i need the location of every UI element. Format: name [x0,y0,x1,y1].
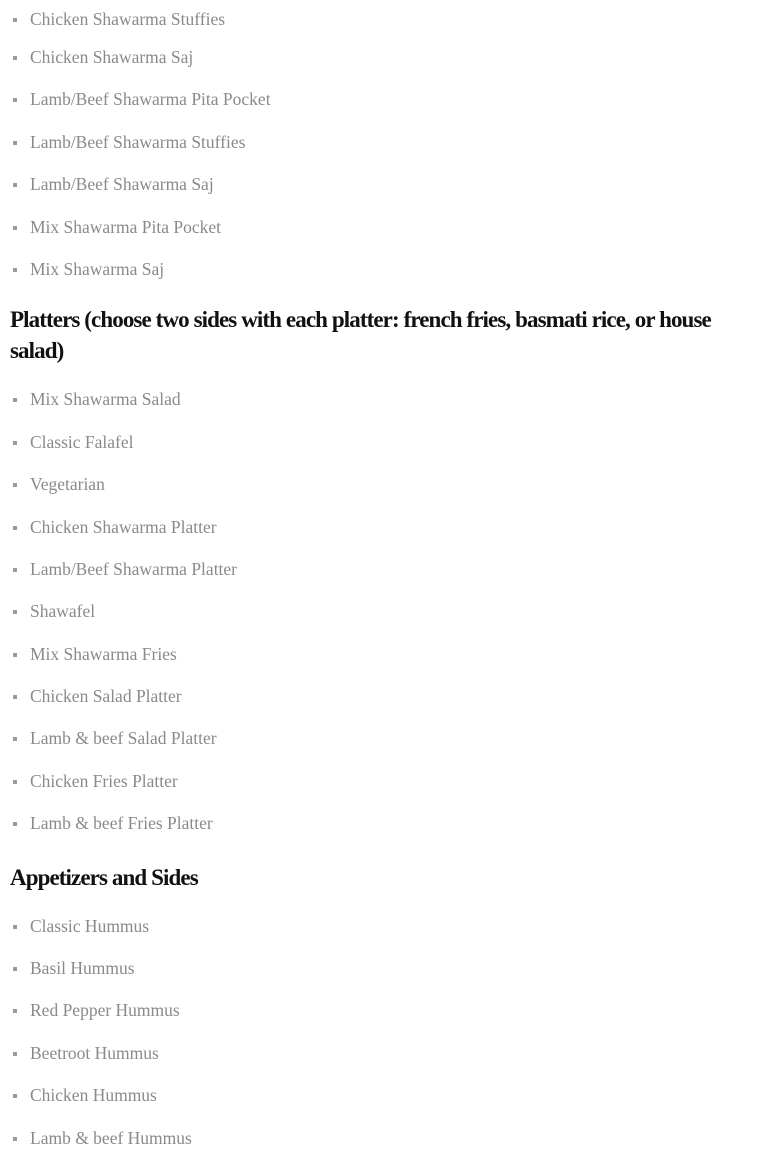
item-label: Mix Shawarma Pita Pocket [30,216,222,237]
item-label: Red Pepper Hummus [30,1000,180,1021]
square-bullet-icon [13,183,17,187]
list-item [10,0,740,28]
menu-content [10,0,740,1151]
item-label: Lamb/Beef Shawarma Saj [30,174,214,195]
item-label: Chicken Salad Platter [30,686,182,707]
item-label: Chicken Shawarma Stuffies [30,9,226,29]
list-item [10,113,740,155]
item-label: Mix Shawarma Salad [30,389,181,410]
list-item [10,981,740,1023]
item-label: Lamb/Beef Shawarma Platter [30,558,238,579]
item-label: Lamb & beef Salad Platter [30,728,217,749]
list-item [10,370,740,412]
square-bullet-icon [13,610,17,614]
square-bullet-icon [13,925,17,929]
square-bullet-icon [13,1052,17,1056]
square-bullet-icon [13,441,17,445]
platters-list [10,370,740,836]
section-heading-platters: Platters (choose two sides with each platter: french fries, basmati rice, or house salad) [10,307,711,364]
item-label: Beetroot Hummus [30,1042,159,1063]
square-bullet-icon [13,967,17,971]
square-bullet-icon [13,695,17,699]
square-bullet-icon [13,568,17,572]
item-label: Vegetarian [30,474,105,495]
list-item [10,939,740,981]
item-label: Shawafel [30,601,96,622]
square-bullet-icon [13,98,17,102]
square-bullet-icon [13,1009,17,1013]
item-label: Mix Shawarma Fries [30,643,177,664]
item-label: Chicken Shawarma Platter [30,516,217,537]
square-bullet-icon [13,526,17,530]
square-bullet-icon [13,822,17,826]
list-item [10,582,740,624]
square-bullet-icon [13,653,17,657]
list-item [10,455,740,497]
list-item [10,540,740,582]
item-label: Chicken Hummus [30,1085,157,1106]
list-item [10,794,740,836]
item-label: Classic Hummus [30,915,150,936]
appetizers-list [10,897,740,1151]
item-label: Lamb/Beef Shawarma Pita Pocket [30,89,271,110]
list-item [10,70,740,112]
square-bullet-icon [13,483,17,487]
list-item [10,1109,740,1151]
square-bullet-icon [13,18,17,22]
item-label: Lamb & beef Hummus [30,1127,192,1148]
square-bullet-icon [13,56,17,60]
list-item [10,413,740,455]
square-bullet-icon [13,737,17,741]
list-item [10,498,740,540]
list-item [10,155,740,197]
wraps-list [10,0,740,282]
square-bullet-icon [13,141,17,145]
item-label: Basil Hummus [30,958,135,979]
square-bullet-icon [13,1137,17,1141]
list-item [10,897,740,939]
square-bullet-icon [13,1094,17,1098]
square-bullet-icon [13,268,17,272]
list-item [10,1024,740,1066]
list-item [10,752,740,794]
item-label: Mix Shawarma Saj [30,258,165,279]
item-label: Classic Falafel [30,431,134,452]
list-item [10,667,740,709]
list-item [10,625,740,667]
section-heading-appetizers: Appetizers and Sides [10,864,198,890]
square-bullet-icon [13,780,17,784]
item-label: Lamb/Beef Shawarma Stuffies [30,131,246,152]
list-item [10,240,740,282]
list-item [10,1066,740,1108]
list-item [10,198,740,240]
list-item [10,28,740,70]
item-label: Chicken Fries Platter [30,770,178,791]
item-label: Lamb & beef Fries Platter [30,813,213,834]
list-item [10,709,740,751]
square-bullet-icon [13,226,17,230]
square-bullet-icon [13,398,17,402]
item-label: Chicken Shawarma Saj [30,47,194,67]
